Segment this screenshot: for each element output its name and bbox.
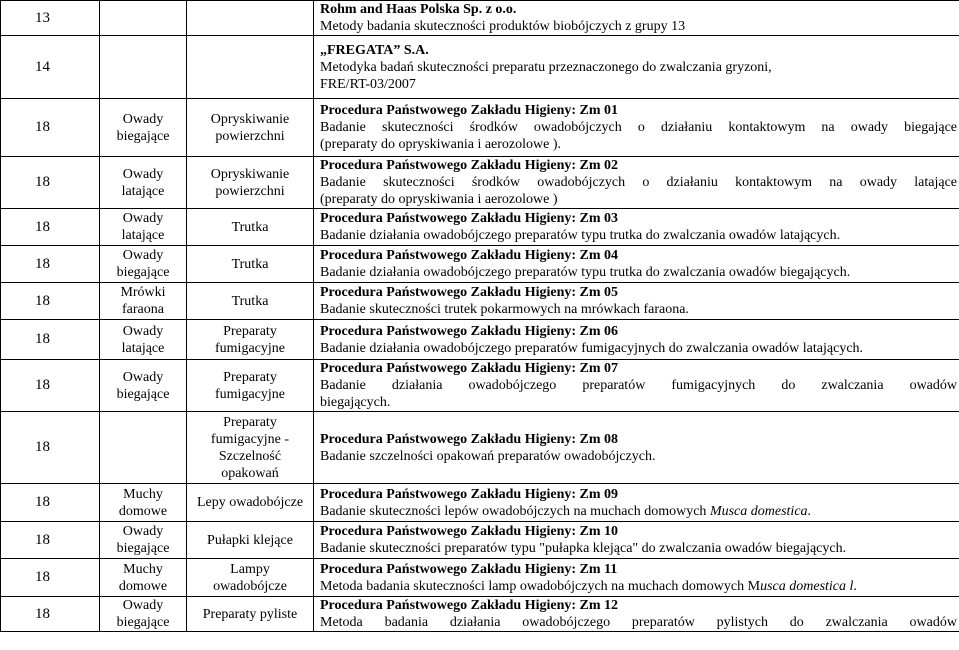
method-cell — [187, 412, 314, 484]
table-row — [1, 320, 959, 360]
row-number: 14 — [35, 58, 50, 75]
row-number-cell — [1, 412, 100, 484]
description-text: Badanie szczelności opakowań preparatów owadobójczych. — [320, 448, 656, 464]
procedure-description — [320, 614, 957, 631]
method-cell — [187, 559, 314, 597]
procedure-description — [320, 264, 957, 281]
description-cell — [314, 283, 959, 320]
procedure-description — [320, 18, 957, 35]
description-text: Badanie działania owadobójczego preparatów fumigacyjnych do zwalczania owadów latających. — [320, 340, 864, 356]
pest-label: Owady — [122, 166, 164, 182]
method-label: powierzchni — [215, 128, 285, 144]
row-number-cell — [1, 484, 100, 522]
procedure-title — [320, 102, 957, 119]
pest-cell — [100, 522, 187, 559]
description-cell — [314, 597, 959, 632]
pest-label: Owady — [122, 248, 164, 263]
description-cell — [314, 209, 959, 246]
table-row — [1, 99, 959, 157]
pest-label: Owady — [122, 111, 164, 127]
pest-label: latające — [121, 183, 165, 199]
description-text: Badanie działania owadobójczego preparatów typu trutka do zwalczania owadów biegających. — [320, 265, 851, 280]
pest-cell — [100, 283, 187, 320]
procedure-title — [320, 523, 957, 540]
procedure-description — [320, 540, 957, 557]
procedure-description — [320, 174, 957, 191]
procedure-description — [320, 191, 957, 208]
pest-label: domowe — [118, 503, 168, 519]
row-number-cell — [1, 246, 100, 283]
pest-label: Owady — [122, 598, 164, 613]
method-cell — [187, 36, 314, 99]
pest-cell — [100, 484, 187, 522]
pest-label: Owady — [122, 211, 164, 226]
row-number-cell — [1, 36, 100, 99]
pest-cell — [100, 1, 187, 36]
method-label: fumigacyjne — [215, 386, 285, 402]
procedure-description — [320, 448, 957, 465]
method-label: powierzchni — [215, 183, 285, 199]
description-cell — [314, 36, 959, 99]
procedure-title — [320, 1, 957, 18]
description-cell — [314, 320, 959, 360]
row-number-cell — [1, 597, 100, 632]
row-number: 18 — [35, 119, 50, 135]
row-number: 18 — [35, 292, 50, 309]
description-text: Procedura Państwowego Zakładu Higieny: Zm 09 — [320, 486, 619, 502]
procedure-title — [320, 157, 957, 174]
description-text: Metoda badania skuteczności lamp owadobójczych na muchach domowych M — [320, 578, 761, 594]
description-text: Procedura Państwowego Zakładu Higieny: Zm 04 — [320, 248, 619, 263]
procedure-description — [320, 227, 957, 244]
method-label: fumigacyjne - — [210, 431, 290, 447]
method-label: Trutka — [231, 293, 269, 309]
row-number-cell — [1, 99, 100, 157]
method-label: Lampy — [230, 561, 270, 577]
method-label: Preparaty — [223, 414, 277, 430]
description-tail: . — [853, 578, 857, 594]
procedure-description — [320, 377, 957, 394]
row-number-cell — [1, 360, 100, 412]
method-label: Trutka — [231, 219, 269, 235]
table-row — [1, 1, 959, 36]
species-name: Musca domestica — [709, 503, 808, 519]
procedure-title — [320, 247, 957, 264]
pest-label: faraona — [122, 302, 164, 317]
row-number: 18 — [35, 174, 50, 190]
row-number: 18 — [35, 377, 50, 393]
description-text: Procedura Państwowego Zakładu Higieny: Zm 06 — [320, 323, 619, 339]
row-number: 18 — [35, 331, 50, 347]
pest-label: Owady — [122, 323, 164, 339]
procedure-description — [320, 394, 957, 411]
pest-cell — [100, 36, 187, 99]
method-label: Preparaty pyliste — [202, 606, 298, 622]
procedure-title — [320, 561, 957, 578]
description-text: Metoda badania działania owadobójczego preparatów pylistych do zwalczania owadów — [320, 615, 957, 630]
table-row — [1, 36, 959, 99]
procedure-description — [320, 503, 957, 520]
row-number: 18 — [35, 439, 50, 455]
methods-table-body — [1, 1, 959, 632]
species-name: usca domestica l — [760, 578, 854, 594]
description-text: Procedura Państwowego Zakładu Higieny: Zm 07 — [320, 361, 619, 376]
description-text: Procedura Państwowego Zakładu Higieny: Zm 03 — [320, 211, 619, 226]
row-number: 18 — [35, 255, 50, 272]
method-label: owadobójcze — [213, 578, 287, 594]
method-cell — [187, 157, 314, 209]
procedure-description — [320, 59, 957, 76]
table-row — [1, 246, 959, 283]
description-text: FRE/RT-03/2007 — [320, 76, 416, 92]
method-label: Trutka — [231, 256, 269, 272]
description-cell — [314, 360, 959, 412]
method-cell — [187, 246, 314, 283]
description-text: „FREGATA” S.A. — [320, 42, 429, 58]
procedure-title — [320, 42, 957, 59]
description-text: Badanie działania owadobójczego preparatów fumigacyjnych do zwalczania owadów — [320, 378, 957, 393]
description-text: Metody badania skuteczności produktów biobójczych z grupy 13 — [320, 19, 686, 34]
pest-label: biegające — [116, 541, 170, 556]
description-text: Procedura Państwowego Zakładu Higieny: Zm 11 — [320, 561, 618, 577]
description-text: biegających. — [320, 395, 391, 410]
description-text: (preparaty do opryskiwania i aerozolowe ). — [320, 137, 562, 152]
description-text: (preparaty do opryskiwania i aerozolowe ) — [320, 192, 558, 207]
pest-label: latające — [121, 228, 165, 243]
pest-cell — [100, 320, 187, 360]
row-number: 18 — [35, 605, 50, 622]
procedure-description — [320, 301, 957, 318]
pest-label: Owady — [122, 369, 164, 385]
description-text: Procedura Państwowego Zakładu Higieny: Zm 12 — [320, 598, 619, 613]
method-cell — [187, 209, 314, 246]
method-cell — [187, 360, 314, 412]
description-text: Badanie skuteczności lepów owadobójczych na muchach domowych — [320, 503, 710, 519]
method-label: Pułapki klejące — [207, 532, 293, 548]
description-text: Badanie skuteczności preparatów typu "pułapka klejąca" do zwalczania owadów biegających. — [320, 541, 847, 556]
row-number: 18 — [35, 531, 50, 548]
pest-cell — [100, 246, 187, 283]
method-cell — [187, 522, 314, 559]
table-row — [1, 597, 959, 632]
row-number-cell — [1, 209, 100, 246]
method-label: Opryskiwanie — [210, 166, 290, 182]
row-number-cell — [1, 1, 100, 36]
pest-label: biegające — [116, 386, 170, 402]
table-row — [1, 283, 959, 320]
description-text: Procedura Państwowego Zakładu Higieny: Zm 05 — [320, 285, 619, 300]
procedure-title — [320, 597, 957, 614]
description-text: Procedura Państwowego Zakładu Higieny: Zm 10 — [320, 524, 619, 539]
pest-cell — [100, 209, 187, 246]
method-label: Lepy owadobójcze — [196, 495, 304, 510]
procedure-description — [320, 119, 957, 136]
description-text: Procedura Państwowego Zakładu Higieny: Zm 01 — [320, 103, 619, 118]
row-number: 18 — [35, 569, 50, 585]
description-text: Badanie działania owadobójczego preparatów typu trutka do zwalczania owadów latających. — [320, 228, 841, 243]
table-row — [1, 360, 959, 412]
description-cell — [314, 99, 959, 157]
table-row — [1, 484, 959, 522]
row-number: 18 — [35, 218, 50, 235]
row-number-cell — [1, 559, 100, 597]
procedure-description — [320, 76, 957, 93]
description-tail: . — [807, 503, 812, 519]
method-cell — [187, 320, 314, 360]
row-number-cell — [1, 283, 100, 320]
pest-cell — [100, 360, 187, 412]
pest-label: biegające — [116, 615, 170, 630]
procedure-title — [320, 360, 957, 377]
row-number-cell — [1, 522, 100, 559]
pest-label: biegające — [116, 265, 170, 280]
procedure-description — [320, 578, 957, 595]
description-cell — [314, 246, 959, 283]
method-cell — [187, 99, 314, 157]
pest-label: biegające — [116, 128, 170, 144]
pest-cell — [100, 412, 187, 484]
description-cell — [314, 559, 959, 597]
pest-label: Muchy — [123, 561, 163, 577]
procedure-title — [320, 284, 957, 301]
method-label: fumigacyjne — [215, 340, 285, 356]
pest-cell — [100, 597, 187, 632]
description-cell — [314, 484, 959, 522]
pest-cell — [100, 559, 187, 597]
table-row — [1, 157, 959, 209]
method-cell — [187, 1, 314, 36]
method-label: Preparaty — [223, 323, 277, 339]
description-cell — [314, 522, 959, 559]
pest-label: Owady — [122, 524, 164, 539]
description-text: Metodyka badań skuteczności preparatu przeznaczonego do zwalczania gryzoni, — [320, 59, 772, 75]
description-text: Badanie skuteczności trutek pokarmowych na mrówkach faraona. — [320, 302, 689, 317]
procedure-description — [320, 340, 957, 357]
pest-cell — [100, 99, 187, 157]
pest-label: latające — [121, 340, 165, 356]
description-cell — [314, 412, 959, 484]
procedure-description — [320, 136, 957, 153]
description-cell — [314, 1, 959, 36]
row-number-cell — [1, 320, 100, 360]
procedure-title — [320, 431, 957, 448]
procedure-title — [320, 210, 957, 227]
method-label: Preparaty — [223, 369, 277, 385]
table-row — [1, 209, 959, 246]
pest-label: Mrówki — [120, 285, 166, 300]
row-number-cell — [1, 157, 100, 209]
description-text: Badanie skuteczności środków owadobójczych o działaniu kontaktowym na owady latające — [320, 175, 957, 190]
row-number: 13 — [35, 9, 50, 26]
description-text: Procedura Państwowego Zakładu Higieny: Zm 08 — [320, 431, 619, 447]
table-row — [1, 522, 959, 559]
procedure-title — [320, 486, 957, 503]
method-cell — [187, 283, 314, 320]
pest-cell — [100, 157, 187, 209]
method-label: Opryskiwanie — [210, 111, 290, 127]
pest-label: Muchy — [123, 486, 163, 502]
method-label: opakowań — [221, 465, 279, 481]
method-cell — [187, 484, 314, 522]
method-cell — [187, 597, 314, 632]
description-cell — [314, 157, 959, 209]
description-text: Procedura Państwowego Zakładu Higieny: Zm 02 — [320, 158, 619, 173]
procedure-title — [320, 323, 957, 340]
table-row — [1, 559, 959, 597]
table-row — [1, 412, 959, 484]
method-label: Szczelność — [218, 448, 282, 464]
pest-label: domowe — [118, 578, 168, 594]
description-text: Badanie skuteczności środków owadobójczych o działaniu kontaktowym na owady biegające — [320, 120, 957, 135]
row-number: 18 — [35, 494, 50, 510]
description-text: Rohm and Haas Polska Sp. z o.o. — [320, 2, 517, 17]
